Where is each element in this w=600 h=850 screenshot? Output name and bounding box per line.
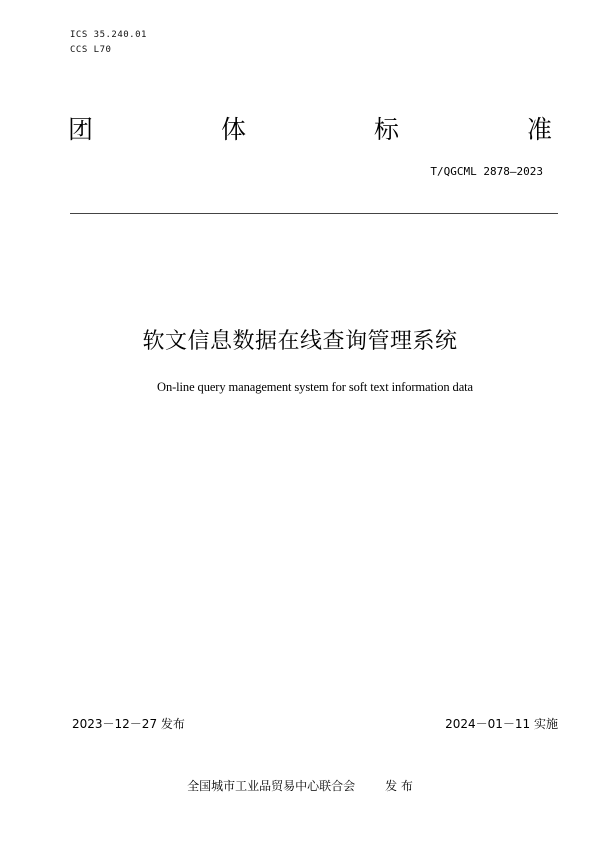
standard-code: T/QGCML 2878—2023 — [430, 165, 543, 178]
ics-code: ICS 35.240.01 — [70, 30, 147, 40]
english-title: On-line query management system for soft text information data — [157, 380, 473, 394]
heading-char-3: 标 — [373, 115, 399, 144]
heading-char-4: 准 — [526, 115, 552, 144]
heading-char-1: 团 — [68, 115, 94, 144]
heading-char-2: 体 — [220, 115, 246, 144]
publish-action: 发 布 — [385, 779, 413, 793]
chinese-title: 软文信息数据在线查询管理系统 — [142, 329, 458, 354]
publisher-line — [0, 777, 600, 794]
implementation-date: 2024－01－11 实施 — [445, 717, 558, 731]
publisher-name: 全国城市工业品贸易中心联合会 — [187, 779, 356, 793]
header-divider — [70, 213, 558, 214]
standard-kind-heading — [68, 113, 552, 147]
issue-date: 2023－12－27 发布 — [72, 717, 185, 731]
ccs-code: CCS L70 — [70, 45, 112, 55]
